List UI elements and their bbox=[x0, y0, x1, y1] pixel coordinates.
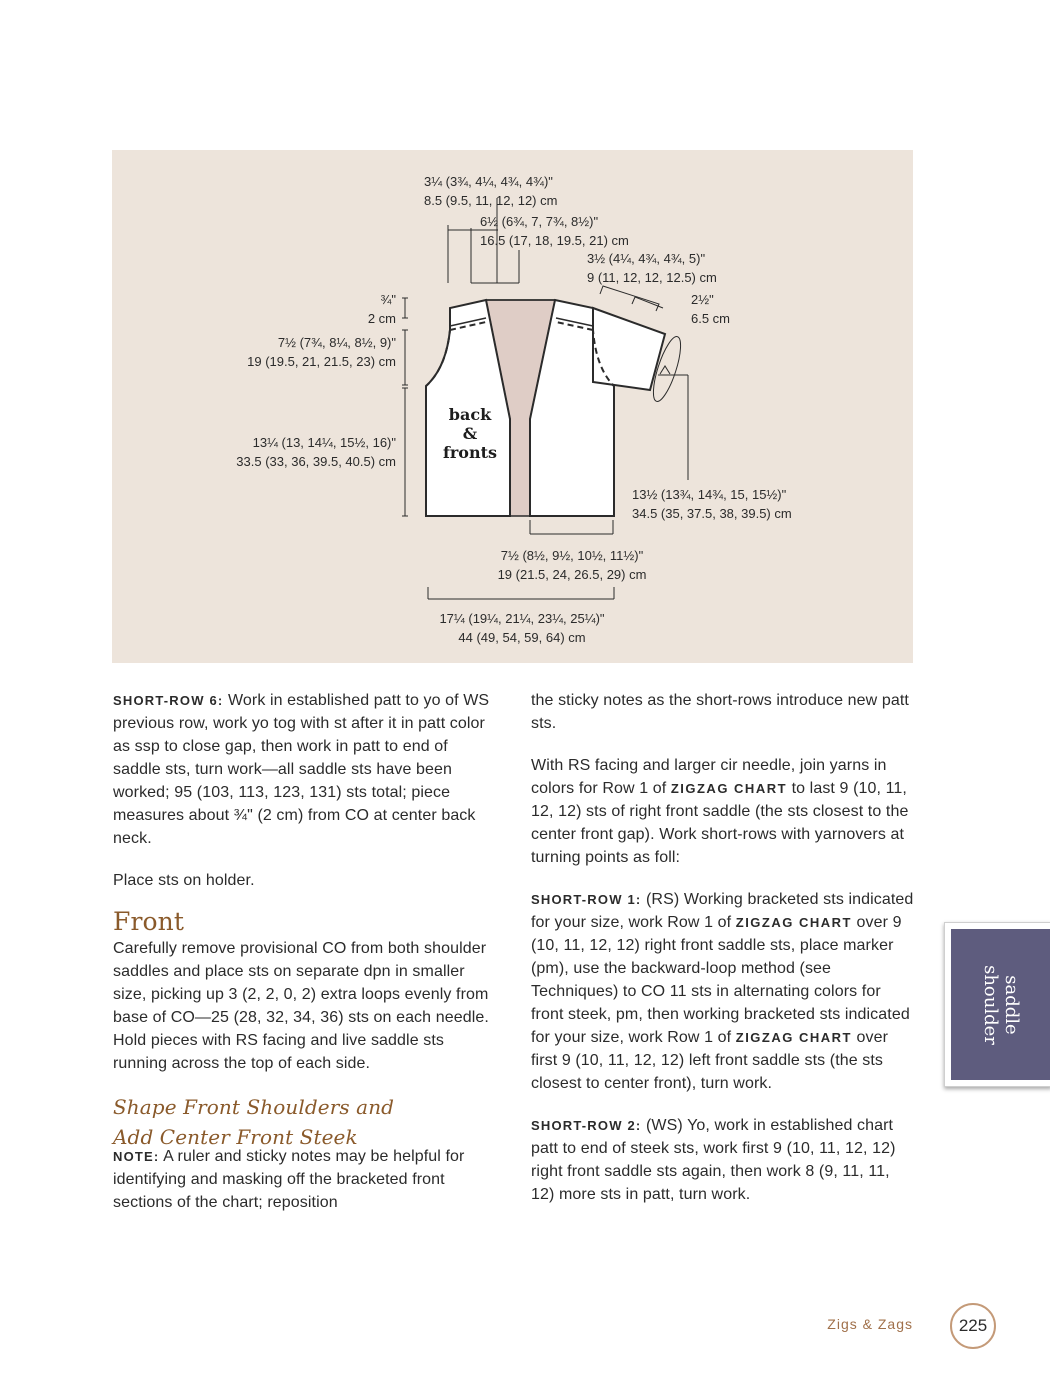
dim-neck-depth: 6½ (6¾, 7, 7¾, 8½)" 16.5 (17, 18, 19.5, 21) cm bbox=[480, 214, 629, 248]
front-paragraph: Carefully remove provisional CO from both shoulder saddles and place sts on separate dpn in smaller size, picking up 3 (2, 2, 0, 2) extra loops evenly from base of CO—25 (28, 32, 34, 36) sts on each needle. Hold pieces with RS facing and live saddle sts running across the top of each side. bbox=[113, 940, 489, 1072]
short-row-2-paragraph: SHORT-ROW 2: (WS) Yo, work in established chart patt to end of steek sts, work first 9 (10, 11, 12, 12) right front saddle sts again, then work 8 (9, 11, 11, 12) more sts in patt, turn work. bbox=[531, 1117, 896, 1203]
schematic-panel bbox=[112, 150, 913, 663]
dim-front-width: 7½ (8½, 9½, 10½, 11½)" 19 (21.5, 24, 26.5, 29) cm bbox=[497, 548, 647, 582]
short-row-6-lead: SHORT-ROW 6: bbox=[113, 693, 224, 708]
dim-sleeve-cap: 2½" 6.5 cm bbox=[691, 292, 731, 326]
dim-saddle-length: 3½ (4¼, 4¾, 4¾, 5)" 9 (11, 12, 12, 12.5) cm bbox=[587, 251, 717, 285]
short-row-6-paragraph bbox=[113, 689, 493, 850]
short-row-1-lead: SHORT-ROW 1: bbox=[531, 892, 642, 907]
chart-ref: ZIGZAG CHART bbox=[735, 1030, 852, 1045]
dim-back-width: 17¼ (19¼, 21¼, 23¼, 25¼)" 44 (49, 54, 59, 64) cm bbox=[439, 611, 605, 645]
short-row-6-text: Work in established patt to yo of WS previous row, work yo tog with st after it in patt color as ssp to close gap, then work in patt to end of saddle sts, turn work—all saddle sts have been worked; 95 (103, 113, 123, 131) sts total; piece measures about ¾" (2 cm) from CO at center back neck. bbox=[113, 692, 490, 847]
piece-label: back & fronts bbox=[442, 405, 497, 462]
side-tab-panel bbox=[951, 929, 1050, 1080]
subsection-heading-line-2: Add Center Front Steek bbox=[113, 1125, 358, 1149]
side-tab-label: saddle shoulder bbox=[980, 964, 1022, 1045]
sticky-notes-continuation: the sticky notes as the short-rows introduce new patt sts. bbox=[531, 692, 909, 732]
subsection-heading-line-1: Shape Front Shoulders and bbox=[113, 1095, 395, 1119]
right-column bbox=[531, 689, 916, 1206]
footer-book-title: Zigs & Zags bbox=[827, 1316, 913, 1332]
join-yarns-paragraph: With RS facing and larger cir needle, join yarns in colors for Row 1 of ZIGZAG CHART to last 9 (10, 11, 12, 12) sts of right front saddle (the sts closest to the center front gap). Work short-rows with yarnovers at turning points as foll: bbox=[531, 757, 909, 866]
note-paragraph bbox=[113, 1145, 493, 1214]
dim-saddle-height: ¾" 2 cm bbox=[367, 292, 396, 326]
chart-ref: ZIGZAG CHART bbox=[735, 915, 852, 930]
short-row-1-paragraph: SHORT-ROW 1: (RS) Working bracketed sts indicated for your size, work Row 1 of ZIGZAG CHART over 9 (10, 11, 12, 12) right front saddle sts, place marker (pm), use the backward-loop method (see Techniques) to CO 11 sts in alternating colors for front steek, pm, then working bracketed sts indicated for your size, work Row 1 of ZIGZAG CHART over first 9 (10, 11, 12, 12) left front saddle sts (the sts closest to center front), turn work. bbox=[531, 891, 914, 1092]
dim-neck-width: 3¼ (3¾, 4¼, 4¾, 4¾)" 8.5 (9.5, 11, 12, 12) cm bbox=[424, 174, 558, 208]
short-row-2-lead: SHORT-ROW 2: bbox=[531, 1118, 642, 1133]
page-number: 225 bbox=[950, 1303, 996, 1349]
dim-upper-arm: 13½ (13¾, 14¾, 15, 15½)" 34.5 (35, 37.5, 38, 39.5) cm bbox=[632, 487, 792, 521]
chapter-side-tab bbox=[944, 922, 1050, 1087]
note-text: A ruler and sticky notes may be helpful for identifying and masking off the bracketed front sections of the chart; reposition bbox=[113, 1148, 465, 1211]
dim-body-length: 13¼ (13, 14¼, 15½, 16)" 33.5 (33, 36, 39.5, 40.5) cm bbox=[236, 435, 396, 469]
dim-armhole-depth: 7½ (7¾, 8¼, 8½, 9)" 19 (19.5, 21, 21.5, 23) cm bbox=[247, 335, 396, 369]
place-sts-paragraph: Place sts on holder. bbox=[113, 872, 255, 889]
section-heading-front: Front bbox=[113, 907, 184, 936]
left-column bbox=[113, 689, 493, 1214]
note-lead: NOTE: bbox=[113, 1149, 160, 1164]
chart-ref: ZIGZAG CHART bbox=[670, 781, 788, 796]
